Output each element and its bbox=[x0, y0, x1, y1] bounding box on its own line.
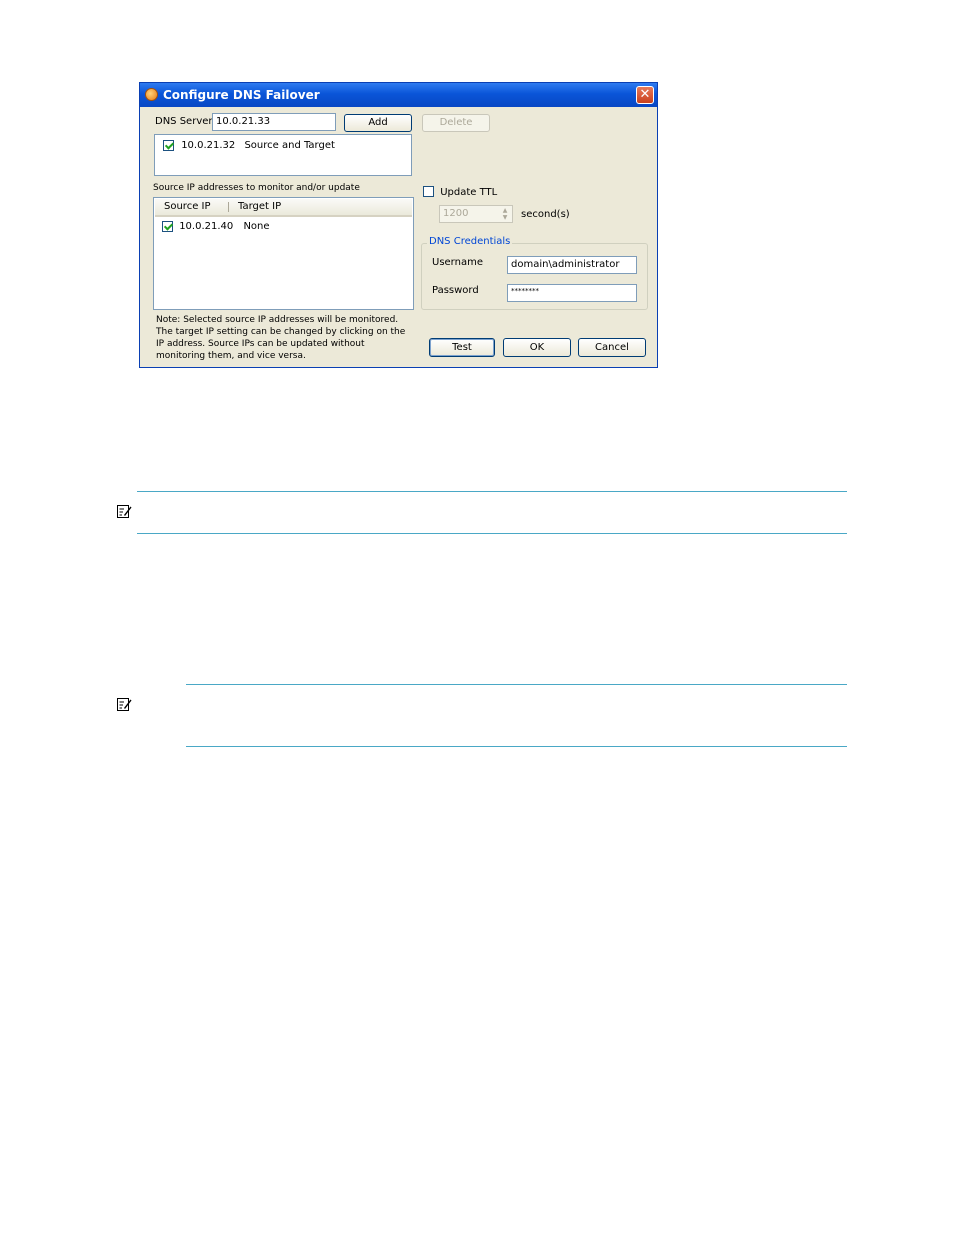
source-list-label: Source IP addresses to monitor and/or update bbox=[153, 183, 360, 193]
note-rule-bottom bbox=[186, 746, 847, 747]
dns-server-label: DNS Server bbox=[155, 116, 213, 127]
update-ttl-label: Update TTL bbox=[440, 186, 498, 198]
cancel-button[interactable]: Cancel bbox=[578, 338, 646, 357]
dialog-title: Configure DNS Failover bbox=[163, 88, 320, 102]
dns-server-ip: 10.0.21.32 bbox=[181, 140, 236, 151]
app-logo-icon bbox=[145, 88, 158, 101]
column-header-source-ip[interactable]: Source IP bbox=[164, 201, 211, 212]
ttl-spinner bbox=[439, 205, 513, 223]
note-rule-top bbox=[186, 684, 847, 685]
list-item[interactable] bbox=[163, 139, 335, 152]
dns-server-list[interactable] bbox=[154, 134, 412, 176]
ttl-unit-label: second(s) bbox=[521, 209, 570, 220]
username-label: Username bbox=[432, 257, 483, 268]
list-header bbox=[155, 199, 412, 217]
username-input[interactable]: domain\administrator bbox=[507, 256, 637, 274]
target-ip-cell[interactable]: None bbox=[243, 221, 270, 232]
column-divider[interactable] bbox=[228, 202, 229, 212]
table-row[interactable] bbox=[162, 220, 270, 233]
dns-server-role: Source and Target bbox=[244, 140, 335, 151]
source-ip-checkbox[interactable] bbox=[162, 221, 173, 232]
test-button[interactable]: Test bbox=[429, 338, 495, 357]
close-button[interactable] bbox=[636, 86, 654, 104]
note-icon bbox=[116, 503, 132, 519]
ttl-value: 1200 bbox=[443, 208, 469, 219]
dialog-content bbox=[140, 107, 657, 367]
spinner-arrows-icon: ▲ ▼ bbox=[502, 207, 508, 221]
configure-dns-failover-dialog bbox=[139, 82, 658, 368]
dns-server-input[interactable]: 10.0.21.33 bbox=[212, 113, 336, 131]
note-rule-top bbox=[137, 491, 847, 492]
update-ttl-option[interactable] bbox=[423, 186, 497, 198]
add-button[interactable]: Add bbox=[344, 114, 412, 132]
dns-credentials-group bbox=[421, 236, 648, 310]
close-icon: ✕ bbox=[639, 87, 651, 102]
source-ip-cell: 10.0.21.40 bbox=[179, 221, 234, 232]
note-icon bbox=[116, 696, 132, 712]
ok-button[interactable]: OK bbox=[503, 338, 571, 357]
column-header-target-ip[interactable]: Target IP bbox=[238, 201, 282, 212]
dns-server-checkbox[interactable] bbox=[163, 140, 174, 151]
note-text: Note: Selected source IP addresses will be monitored. The target IP setting can be changed by clicking on the IP address. Source IPs can be updated without monitoring them, and vice versa. bbox=[156, 315, 406, 361]
password-label: Password bbox=[432, 285, 479, 296]
delete-button: Delete bbox=[422, 114, 490, 132]
password-input[interactable]: ******** bbox=[507, 284, 637, 302]
note-rule-bottom bbox=[137, 533, 847, 534]
update-ttl-checkbox[interactable] bbox=[423, 186, 434, 197]
title-bar[interactable] bbox=[140, 83, 657, 107]
source-ip-list[interactable] bbox=[153, 197, 414, 310]
dns-credentials-title: DNS Credentials bbox=[429, 236, 511, 247]
